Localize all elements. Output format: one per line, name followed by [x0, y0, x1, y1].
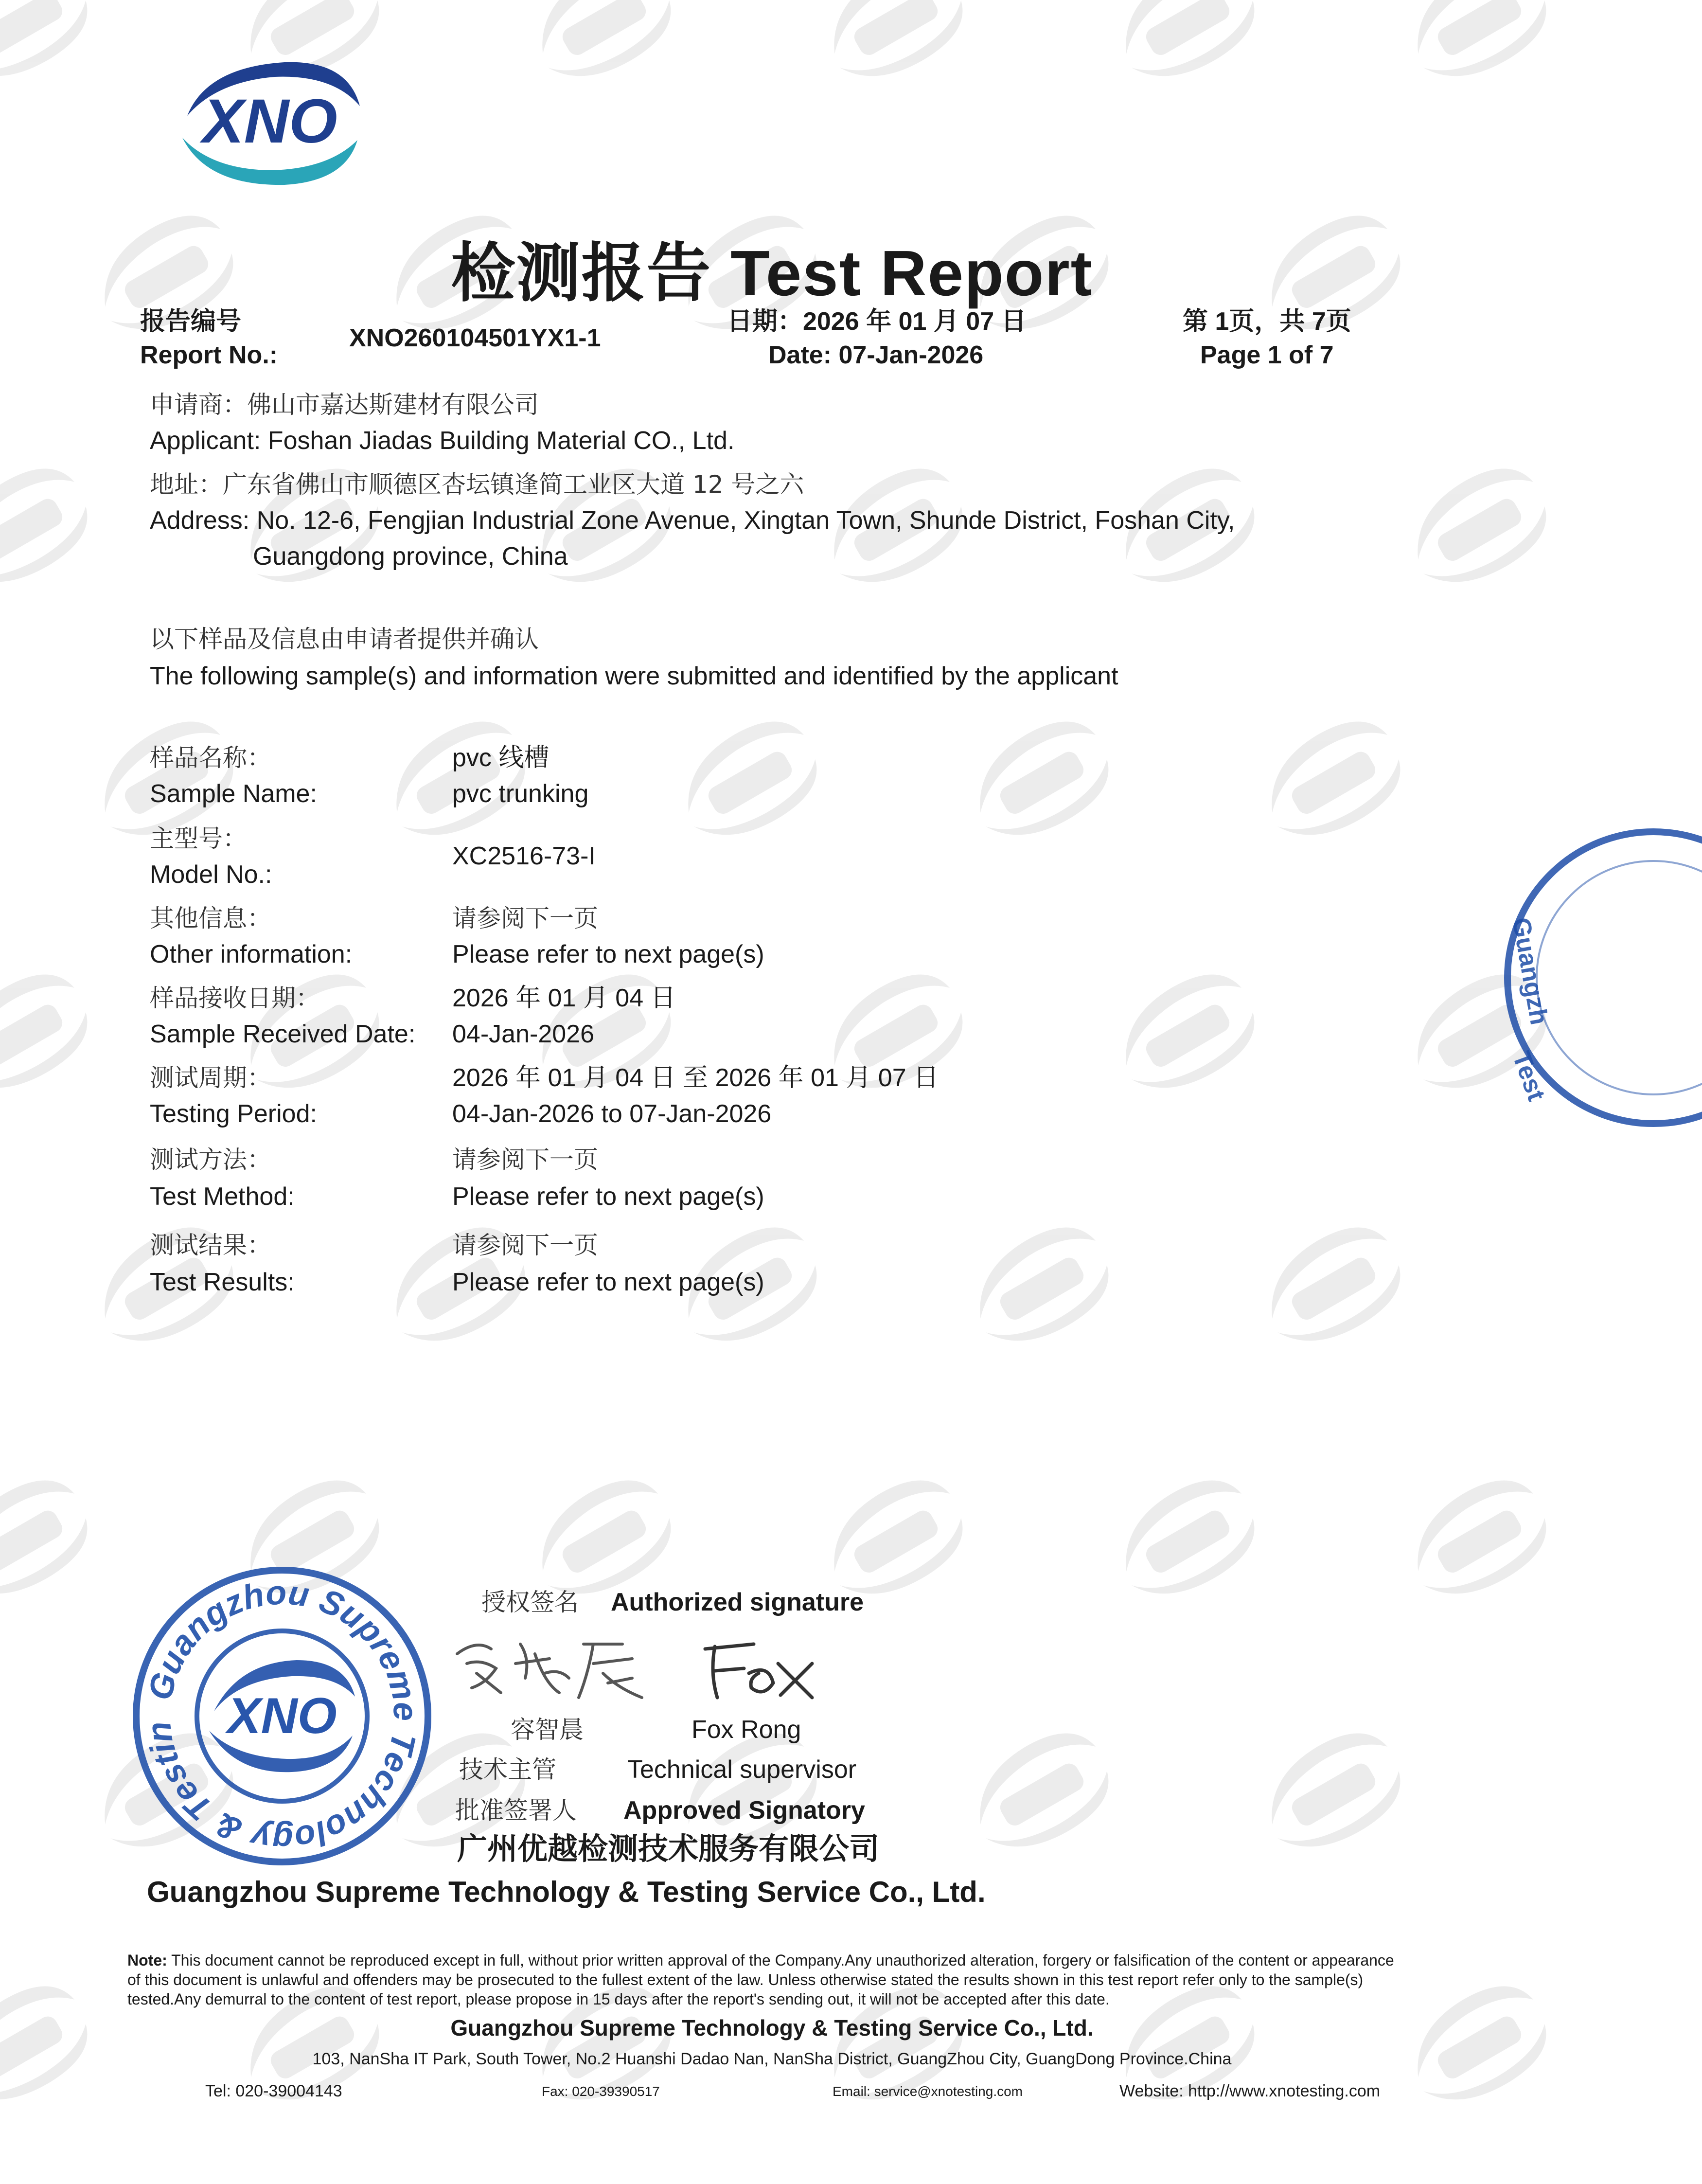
test-results-value-en: Please refer to next page(s) [452, 1268, 764, 1296]
other-info-value-en: Please refer to next page(s) [452, 940, 764, 968]
footer-website: Website: http://www.xnotesting.com [1119, 2082, 1381, 2100]
test-method-value-cn: 请参阅下一页 [452, 1146, 598, 1174]
address-cn: 地址：广东省佛山市顺德区杏坛镇逢简工业区大道 12 号之六 [150, 470, 804, 499]
company-logo [173, 57, 367, 189]
address-en-line1: Address: No. 12-6, Fengjian Industrial Zone Avenue, Xingtan Town, Shunde District, Foshan City, [150, 506, 1235, 535]
applicant-cn: 申请商：佛山市嘉达斯建材有限公司 [150, 391, 539, 419]
test-results-label-cn: 测试结果： [150, 1231, 271, 1259]
test-results-value-cn: 请参阅下一页 [452, 1231, 598, 1259]
page-title: 检测报告 Test Report [451, 237, 1093, 309]
footer-address: 103, NanSha IT Park, South Tower, No.2 Huanshi Dadao Nan, NanSha District, GuangZhou City, GuangDong Province.China [312, 2050, 1232, 2068]
other-info-label-en: Other information: [150, 940, 353, 968]
edge-stamp [1498, 822, 1553, 1133]
sample-name-value-cn: pvc 线槽 [452, 744, 550, 772]
signer-role-en: Technical supervisor [627, 1755, 857, 1784]
intro-en: The following sample(s) and information were submitted and identified by the applicant [150, 662, 1118, 690]
company-name-cn: 广州优越检测技术服务有限公司 [457, 1832, 880, 1866]
received-date-label-en: Sample Received Date: [150, 1020, 416, 1048]
handwritten-signature-cn [447, 1625, 661, 1707]
company-name-en: Guangzhou Supreme Technology & Testing Service Co., Ltd. [147, 1876, 986, 1908]
report-number: XNO260104501YX1-1 [349, 324, 601, 352]
model-label-en: Model No.: [150, 860, 272, 889]
footer-fax: Fax: 020-39390517 [542, 2084, 660, 2099]
address-en-line2: Guangdong province, China [253, 542, 568, 571]
page-indicator-cn: 第 1页，共 7页 [1183, 307, 1351, 336]
signer-name-cn: 容智晨 [511, 1716, 584, 1744]
authorized-signature-label-en: Authorized signature [611, 1588, 864, 1616]
sample-name-label-en: Sample Name: [150, 780, 317, 808]
test-results-label-en: Test Results: [150, 1268, 295, 1296]
stamp-logo: XNO [227, 1688, 337, 1744]
legal-note-label: Note: [127, 1951, 167, 1969]
legal-note-text: This document cannot be reproduced except in full, without prior written approval of the Company.Any unauthorized alteration, forgery or falsification of the content or appearance of this document is unlawful and offenders may be prosecuted to the fullest extent of the law. Unless otherwise stated the results shown in this test report refer only to the sample(s) tested.Any demurral to the content of test report, please propose in 15 days after the report's sending out, it will not be accepted after this date. [127, 1951, 1394, 2008]
date-en: Date: 07-Jan-2026 [768, 341, 984, 369]
date-cn: 日期：2026 年 01 月 07 日 [727, 307, 1027, 336]
report-no-label-en: Report No.: [140, 341, 278, 369]
sample-name-label-cn: 样品名称： [150, 744, 271, 772]
other-info-value-cn: 请参阅下一页 [452, 904, 598, 932]
testing-period-value-en: 04-Jan-2026 to 07-Jan-2026 [452, 1100, 772, 1128]
authorized-signature-label-cn: 授权签名 [481, 1588, 579, 1616]
handwritten-signature-en [695, 1634, 822, 1707]
company-stamp [131, 1565, 433, 1867]
signer-name-en: Fox Rong [691, 1716, 801, 1744]
model-value: XC2516-73-I [452, 842, 596, 870]
testing-period-label-en: Testing Period: [150, 1100, 317, 1128]
svg-text:Test: Test [1507, 1048, 1551, 1105]
legal-note [127, 1951, 1406, 2009]
approved-signatory-label-en: Approved Signatory [623, 1796, 865, 1825]
testing-period-value-cn: 2026 年 01 月 04 日 至 2026 年 01 月 07 日 [452, 1064, 939, 1092]
received-date-value-en: 04-Jan-2026 [452, 1020, 594, 1048]
footer-email: Email: service@xnotesting.com [833, 2084, 1023, 2099]
page-indicator-en: Page 1 of 7 [1200, 341, 1334, 369]
footer-company: Guangzhou Supreme Technology & Testing Service Co., Ltd. [450, 2015, 1094, 2041]
test-method-label-en: Test Method: [150, 1182, 295, 1211]
test-method-value-en: Please refer to next page(s) [452, 1182, 764, 1211]
approved-signatory-label-cn: 批准签署人 [455, 1796, 577, 1825]
report-no-label-cn: 报告编号 [140, 307, 242, 336]
intro-cn: 以下样品及信息由申请者提供并确认 [150, 625, 539, 653]
logo-text: XNO [202, 87, 337, 156]
model-label-cn: 主型号： [150, 824, 247, 853]
sample-name-value-en: pvc trunking [452, 780, 589, 808]
footer-tel: Tel: 020-39004143 [205, 2082, 342, 2100]
test-method-label-cn: 测试方法： [150, 1146, 271, 1174]
other-info-label-cn: 其他信息： [150, 904, 271, 932]
applicant-en: Applicant: Foshan Jiadas Building Material CO., Ltd. [150, 427, 735, 455]
stamp-text: Guangzhou Supreme Technology & Testin [139, 1573, 425, 1859]
svg-text:Guangzh: Guangzh [1507, 915, 1553, 1027]
signer-role-cn: 技术主管 [459, 1755, 556, 1784]
received-date-label-cn: 样品接收日期： [150, 984, 320, 1012]
received-date-value-cn: 2026 年 01 月 04 日 [452, 984, 676, 1012]
testing-period-label-cn: 测试周期： [150, 1064, 271, 1092]
